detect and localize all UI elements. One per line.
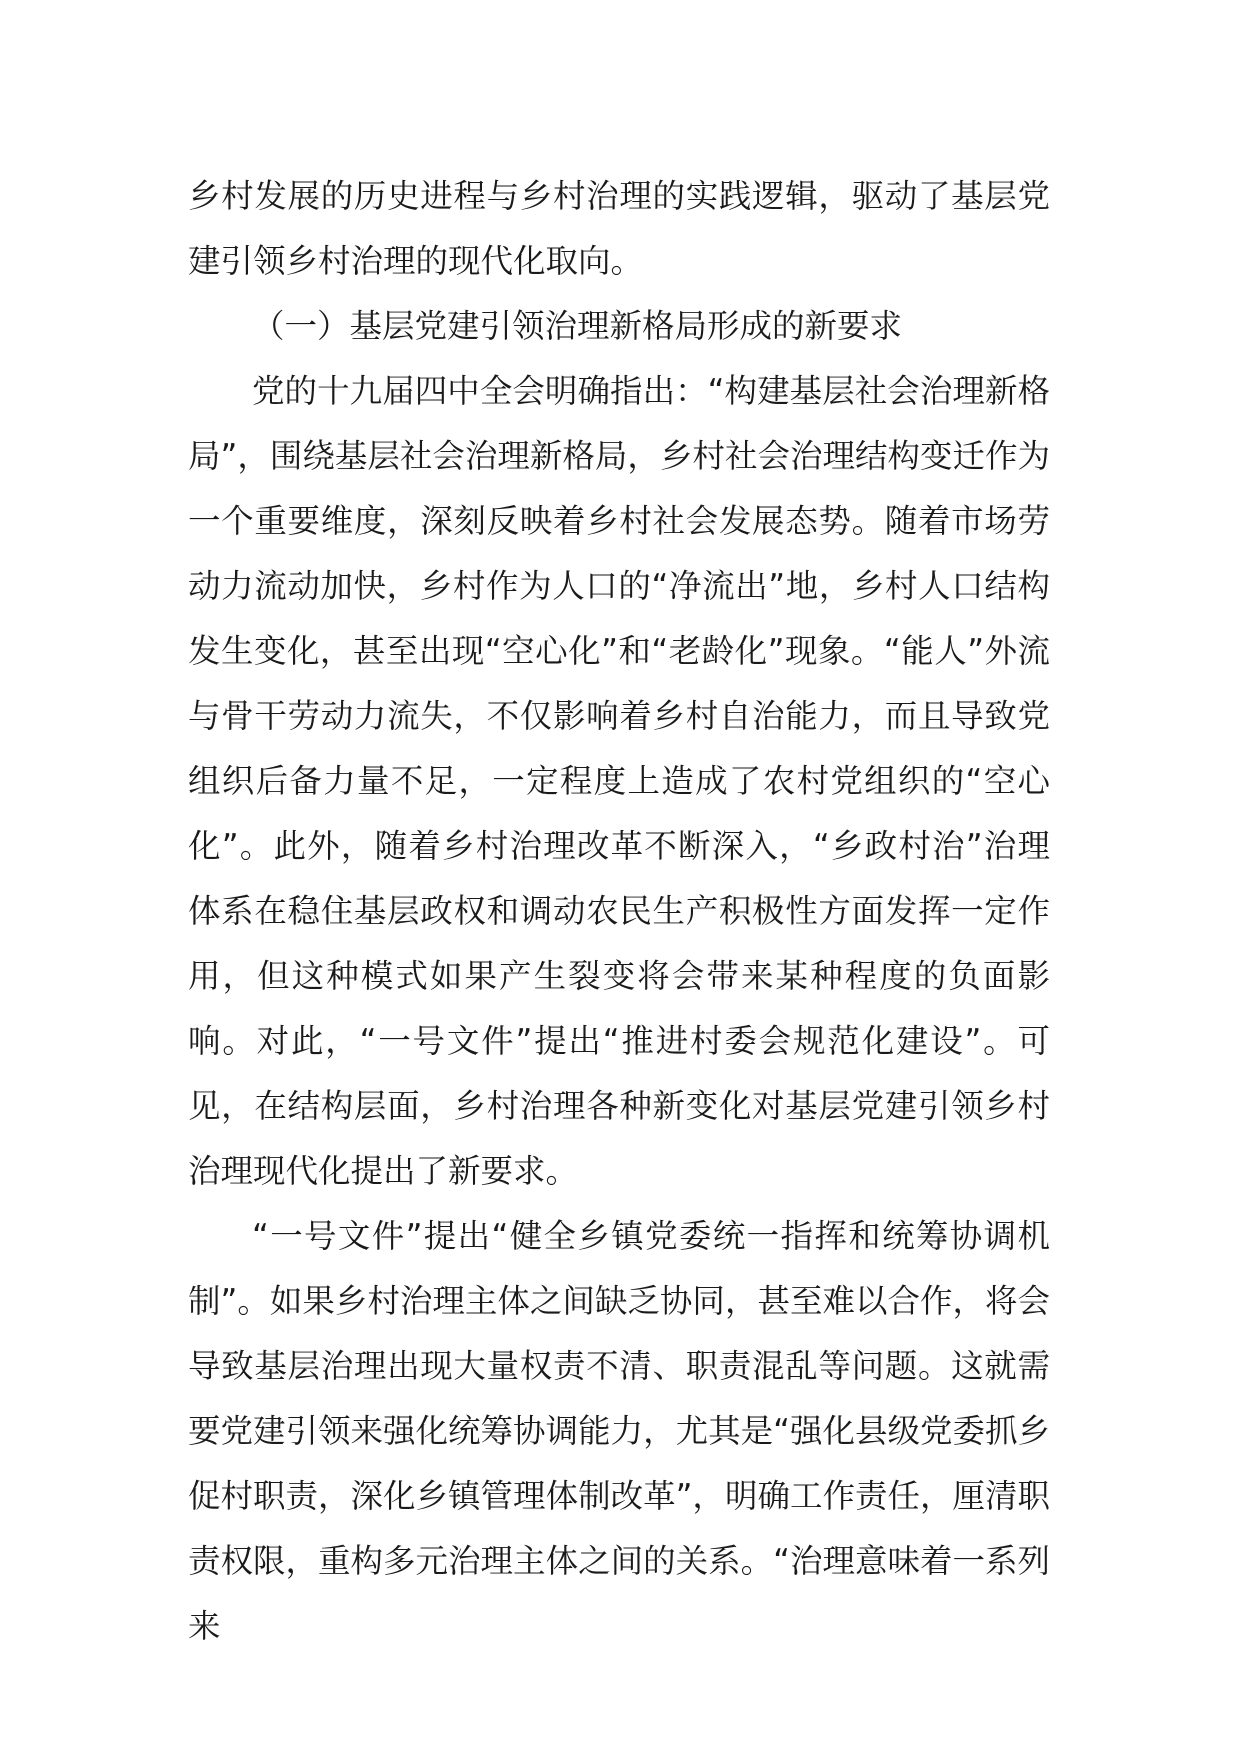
paragraph-intro-continuation: 乡村发展的历史进程与乡村治理的实践逻辑，驱动了基层党建引领乡村治理的现代化取向。 <box>188 177 1050 280</box>
document-body <box>188 164 1050 1659</box>
paragraph-coordination: “一号文件”提出“健全乡镇党委统一指挥和统筹协调机制”。如果乡村治理主体之间缺乏协同，甚至难以合作，将会导致基层治理出现大量权责不清、职责混乱等问题。这就需要党建引领来强化统筹协调能力，尤其是“强化县级党委抓乡促村职责，深化乡镇管理体制改革”，明确工作责任，厘清职责权限，重构多元治理主体之间的关系。“治理意味着一系列来 <box>188 1217 1050 1645</box>
paragraph-structure: 党的十九届四中全会明确指出：“构建基层社会治理新格局”，围绕基层社会治理新格局，乡村社会治理结构变迁作为一个重要维度，深刻反映着乡村社会发展态势。随着市场劳动力流动加快，乡村作为人口的“净流出”地，乡村人口结构发生变化，甚至出现“空心化”和“老龄化”现象。“能人”外流与骨干劳动力流失，不仅影响着乡村自治能力，而且导致党组织后备力量不足，一定程度上造成了农村党组织的“空心化”。此外，随着乡村治理改革不断深入，“乡政村治”治理体系在稳住基层政权和调动农民生产积极性方面发挥一定作用，但这种模式如果产生裂变将会带来某种程度的负面影响。对此，“一号文件”提出“推进村委会规范化建设”。可见，在结构层面，乡村治理各种新变化对基层党建引领乡村治理现代化提出了新要求。 <box>188 372 1050 1190</box>
section-heading: （一）基层党建引领治理新格局形成的新要求 <box>252 307 903 345</box>
